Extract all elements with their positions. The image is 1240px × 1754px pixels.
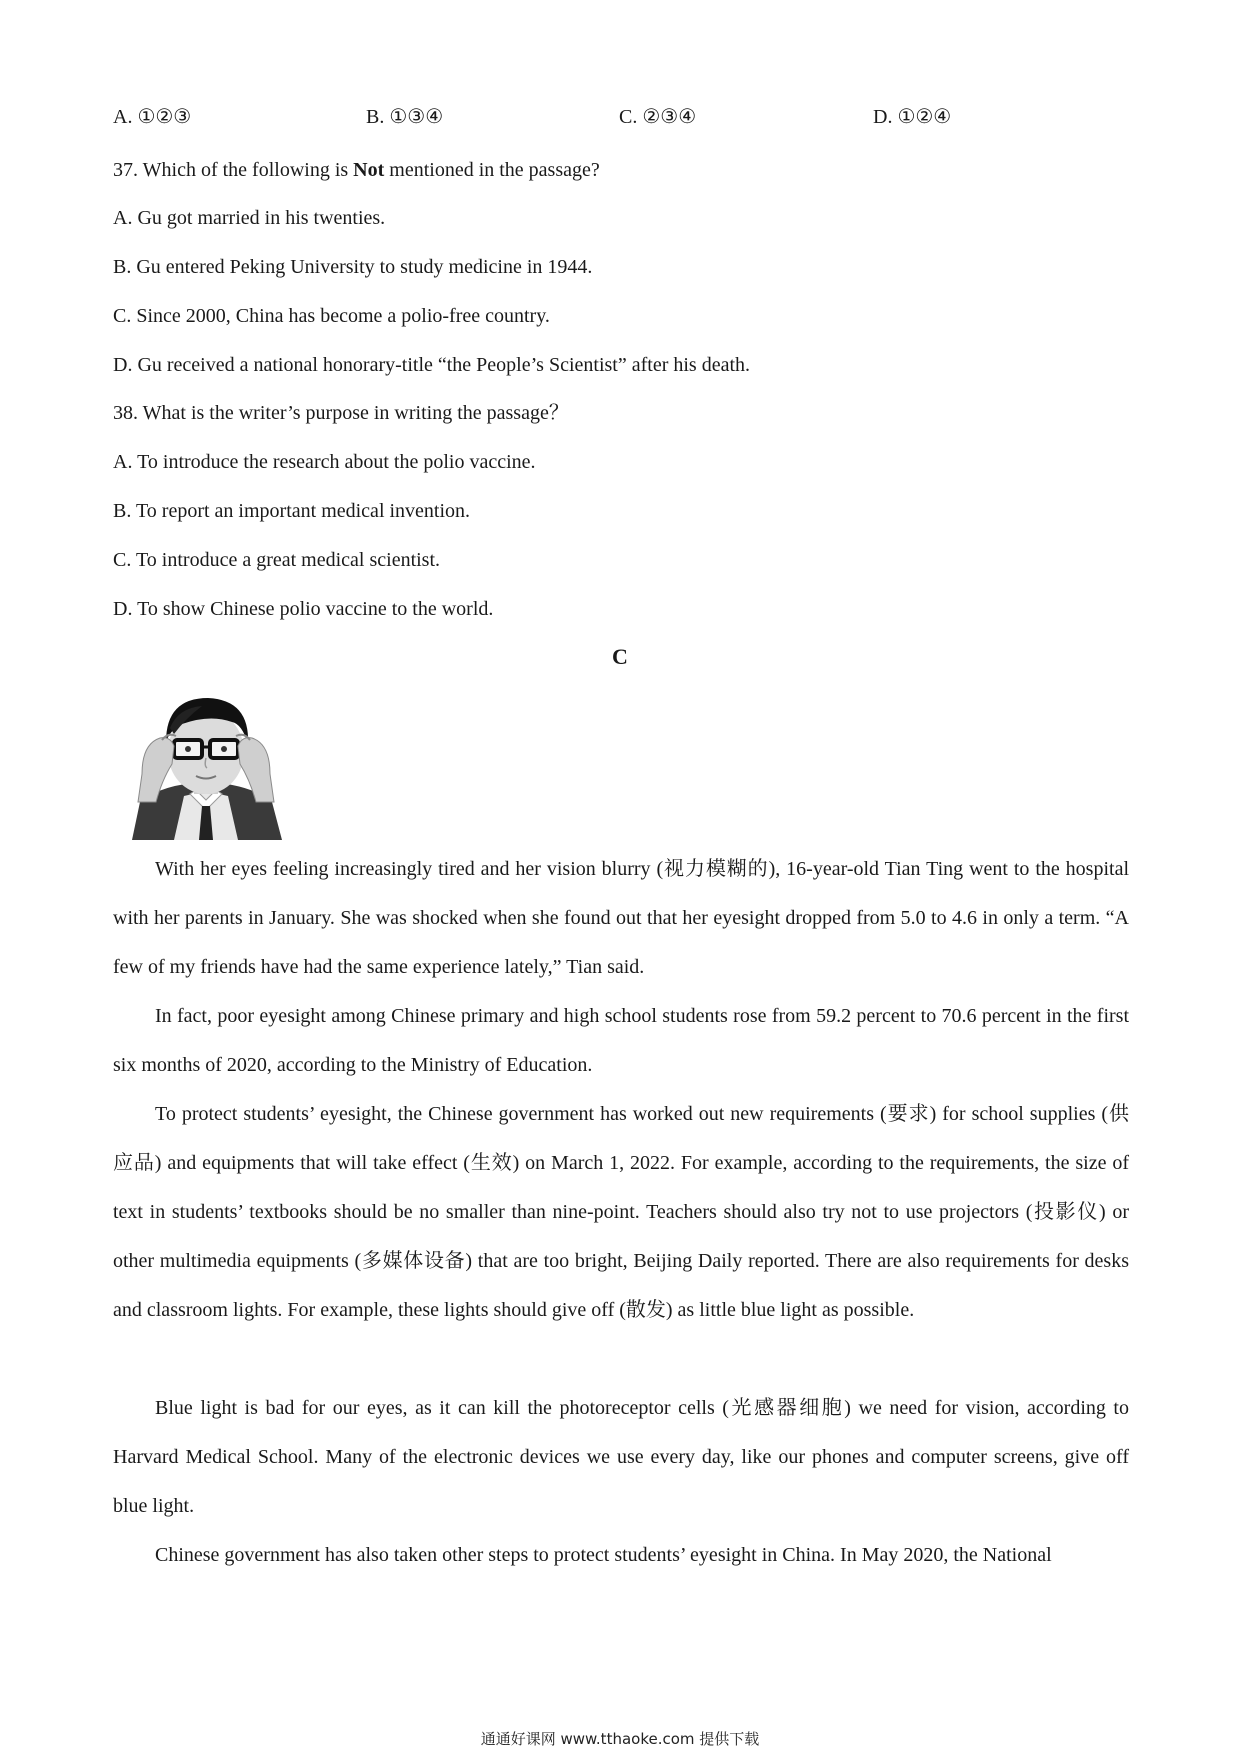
q36-option-a: A. ①②③ [113, 106, 192, 128]
q37-stem-pre: 37. Which of the following is [113, 159, 354, 181]
section-c-paragraph-4: Blue light is bad for our eyes, as it can kill the photoreceptor cells (光感器细胞) we need for vision, according to Harvard Medical School. Many of the electronic devices we use every day, like our phones and computer screens, give off blue light. [113, 1397, 1129, 1517]
section-c-paragraph-5: Chinese government has also taken other steps to protect students’ eyesight in China. In May 2020, the National [155, 1544, 1052, 1566]
q36-option-c: C. ②③④ [619, 106, 697, 128]
q38-option-c: C. To introduce a great medical scientist. [113, 549, 441, 571]
q37-option-b: B. Gu entered Peking University to study medicine in 1944. [113, 256, 593, 278]
q37-stem [113, 157, 600, 183]
q36-option-d: D. ①②④ [873, 106, 952, 128]
section-c-paragraph-3: To protect students’ eyesight, the Chinese government has worked out new requirements (要求) for school supplies (供应品) and equipments that will take effect (生效) on March 1, 2022. For example, according to the requirements, the size of text in students’ textbooks should be no smaller than nine-point. Teachers should also try not to use projectors (投影仪) or other multimedia equipments (多媒体设备) that are too bright, Beijing Daily reported. There are also requirements for desks and classroom lights. For example, these lights should give off (散发) as little blue light as possible. [113, 1103, 1129, 1321]
q36-options [113, 104, 1013, 134]
q38-option-b: B. To report an important medical invention. [113, 500, 471, 522]
q37-stem-post: mentioned in the passage? [384, 159, 600, 181]
section-c-paragraph-2: In fact, poor eyesight among Chinese primary and high school students rose from 59.2 percent to 70.6 percent in the first six months of 2020, according to the Ministry of Education. [113, 1005, 1129, 1076]
boy-with-glasses-photo [112, 684, 300, 840]
boy-with-glasses-illustration [112, 684, 300, 840]
q38-option-a: A. To introduce the research about the polio vaccine. [113, 451, 536, 473]
q37-option-d: D. Gu received a national honorary-title “the People’s Scientist” after his death. [113, 354, 751, 376]
q37-stem-bold: Not [353, 159, 385, 181]
q38-option-d: D. To show Chinese polio vaccine to the world. [113, 598, 494, 620]
page-footer: 通通好课网 www.tthaoke.com 提供下载 [480, 1730, 760, 1748]
q37-option-c: C. Since 2000, China has become a polio-free country. [113, 305, 550, 327]
section-c-paragraph-1: With her eyes feeling increasingly tired and her vision blurry (视力模糊的), 16-year-old Tian Ting went to the hospital with her parents in January. She was shocked when she found out that her eyesight dropped from 5.0 to 4.6 in only a term. “A few of my friends have had the same experience lately,” Tian said. [113, 858, 1129, 978]
q38-stem: 38. What is the writer’s purpose in writing the passage？ [113, 402, 569, 424]
section-c-heading: C [612, 644, 628, 669]
q37-option-a: A. Gu got married in his twenties. [113, 207, 386, 229]
q36-option-b: B. ①③④ [366, 106, 444, 128]
